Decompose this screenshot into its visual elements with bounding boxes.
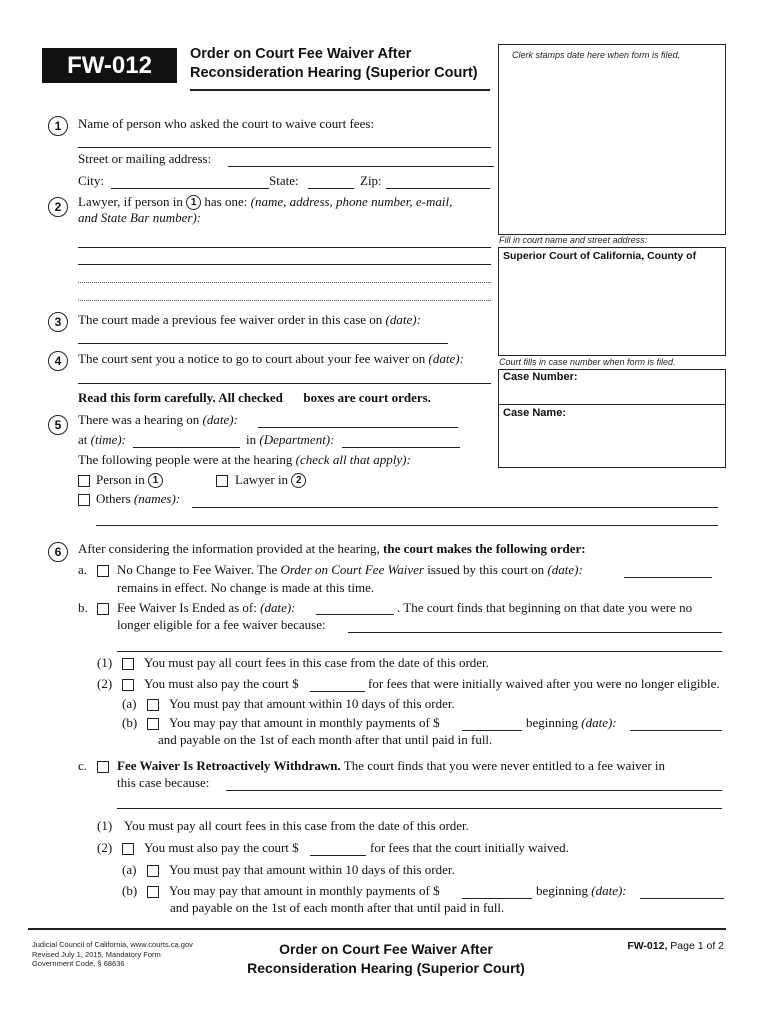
c2-text-a: You must also pay the court $ xyxy=(144,840,299,855)
lawyer-italic-b: and State Bar number): xyxy=(78,210,202,225)
order-intro xyxy=(78,541,586,557)
header-rule xyxy=(190,89,490,91)
previous-order-text xyxy=(78,312,421,328)
others-checkbox[interactable] xyxy=(78,494,90,506)
zip-label: Zip: xyxy=(360,173,382,188)
clerk-stamp-label: Clerk stamps date here when form is filed. xyxy=(512,50,681,60)
lawyer-present-label xyxy=(235,472,306,488)
no-change-checkbox[interactable] xyxy=(97,565,109,577)
no-change-date-field[interactable] xyxy=(624,577,712,578)
footer-rule xyxy=(28,928,726,930)
no-change-line2: remains in effect. No change is made at this time. xyxy=(117,580,375,595)
c2a-checkbox[interactable] xyxy=(147,865,159,877)
person-ref: 1 xyxy=(148,473,163,488)
b2-number: (2) xyxy=(97,676,113,691)
hearing-label: There was a hearing on xyxy=(78,412,200,427)
case-box xyxy=(498,369,726,468)
lawyer-line-1[interactable] xyxy=(78,247,491,248)
no-change-text xyxy=(117,562,583,578)
c2-number: (2) xyxy=(97,840,113,855)
section-6-number: 6 xyxy=(48,542,68,562)
court-name-box[interactable] xyxy=(498,247,726,356)
c2b-text3: and payable on the 1st of each month after that until paid in full. xyxy=(170,900,505,915)
c1-number: (1) xyxy=(97,818,113,833)
b2a-text: You must pay that amount within 10 days of this order. xyxy=(169,696,455,711)
b2-text-a: You must also pay the court $ xyxy=(144,676,299,691)
ended-date-field[interactable] xyxy=(316,614,394,615)
c2b-number: (b) xyxy=(122,883,138,898)
notice-part1: Read this form carefully. All checked xyxy=(78,390,283,405)
in-label: in xyxy=(246,432,257,447)
zip-field[interactable] xyxy=(386,188,490,189)
previous-order-date: (date): xyxy=(385,312,421,327)
order-c-letter: c. xyxy=(78,758,88,773)
b1-number: (1) xyxy=(97,655,113,670)
people-label: The following people were at the hearing xyxy=(78,452,293,467)
lawyer-in-text: Lawyer in xyxy=(235,472,289,487)
b1-checkbox[interactable] xyxy=(122,658,134,670)
footer-page xyxy=(600,940,724,952)
retroactive-reason-field-1[interactable] xyxy=(226,790,722,791)
court-caption: Fill in court name and street address: xyxy=(499,235,648,245)
lawyer-ref: 1 xyxy=(186,195,201,210)
name-field[interactable] xyxy=(78,147,491,148)
ended-reason-field-1[interactable] xyxy=(348,632,722,633)
case-number-label: Case Number: xyxy=(503,371,578,383)
c2b-begin xyxy=(536,883,627,899)
retroactive-text xyxy=(117,758,665,774)
ended-date: (date): xyxy=(260,600,296,615)
state-field[interactable] xyxy=(308,188,354,189)
previous-order-label: The court made a previous fee waiver order in this case on xyxy=(78,312,383,327)
section-1-number: 1 xyxy=(48,116,68,136)
court-heading: Superior Court of California, County of xyxy=(503,250,697,262)
b2a-number: (a) xyxy=(122,696,137,711)
order-intro-bold: the court makes the following order: xyxy=(383,541,586,556)
case-number-divider xyxy=(499,404,725,405)
lawyer-line-3[interactable] xyxy=(78,282,491,283)
form-id-badge: FW-012 xyxy=(42,48,177,83)
hearing-date-field[interactable] xyxy=(258,427,458,428)
order-a-letter: a. xyxy=(78,562,88,577)
dept-field[interactable] xyxy=(342,447,460,448)
b2b-begin xyxy=(526,715,617,731)
section-5-number: 5 xyxy=(48,415,68,435)
order-b-letter: b. xyxy=(78,600,88,615)
people-text xyxy=(78,452,411,468)
footer-left-1: Judicial Council of California, www.courts.ca.gov xyxy=(32,940,193,949)
lawyer-line-2[interactable] xyxy=(78,264,491,265)
retroactive-line2: this case because: xyxy=(117,775,210,790)
city-label: City: xyxy=(78,173,105,188)
c2-checkbox[interactable] xyxy=(122,843,134,855)
others-text: Others xyxy=(96,491,131,506)
notice-part2: boxes are court orders. xyxy=(303,390,431,405)
previous-order-date-field[interactable] xyxy=(78,343,448,344)
others-field-2[interactable] xyxy=(96,525,718,526)
b2b-checkbox[interactable] xyxy=(147,718,159,730)
b2b-text3: and payable on the 1st of each month after that until paid in full. xyxy=(158,732,493,747)
c2b-begin-date: (date): xyxy=(591,883,627,898)
c2b-text1: You may pay that amount in monthly payments of $ xyxy=(169,883,440,898)
hearing-dept-row xyxy=(246,432,334,448)
b2b-number: (b) xyxy=(122,715,138,730)
c2b-amount-field[interactable] xyxy=(462,898,532,899)
ended-text1: Fee Waiver Is Ended as of: xyxy=(117,600,257,615)
no-change-date: (date): xyxy=(547,562,583,577)
footer-left-2: Revised July 1, 2015, Mandatory Form xyxy=(32,949,161,959)
person-present-checkbox[interactable] xyxy=(78,475,90,487)
footer-left xyxy=(32,940,193,969)
lawyer-ref-present: 2 xyxy=(291,473,306,488)
section-4-number: 4 xyxy=(48,351,68,371)
lawyer-line-4[interactable] xyxy=(78,300,491,301)
form-title xyxy=(190,45,490,83)
b2b-text1: You may pay that amount in monthly payments of $ xyxy=(169,715,440,730)
notice-date-field[interactable] xyxy=(78,383,491,384)
hearing-time-row xyxy=(78,432,126,448)
footer-form-id: FW-012, xyxy=(627,940,668,952)
footer-title-2: Reconsideration Hearing (Superior Court) xyxy=(247,960,525,976)
people-italic: (check all that apply): xyxy=(295,452,411,467)
hearing-text xyxy=(78,412,238,428)
c2-amount-field[interactable] xyxy=(310,855,366,856)
b2b-amount-field[interactable] xyxy=(462,730,522,731)
ended-reason-field-2[interactable] xyxy=(117,651,722,652)
clerk-stamp-box xyxy=(498,44,726,235)
form-title-line2: Reconsideration Hearing (Superior Court) xyxy=(190,65,478,81)
lawyer-text-b: has one: xyxy=(204,194,248,209)
c2b-checkbox[interactable] xyxy=(147,886,159,898)
b1-text: You must pay all court fees in this case from the date of this order. xyxy=(144,655,489,670)
c1-text: You must pay all court fees in this case from the date of this order. xyxy=(124,818,469,833)
b2b-begin-text: beginning xyxy=(526,715,578,730)
footer-left-3: Government Code, § 68636 xyxy=(32,959,125,968)
ended-text xyxy=(117,600,296,616)
ended-line2: longer eligible for a fee waiver because: xyxy=(117,617,326,632)
c2b-date-field[interactable] xyxy=(640,898,724,899)
notice-date: (date): xyxy=(428,351,464,366)
notice-text xyxy=(78,351,464,367)
no-change-text2: issued by this court on xyxy=(427,562,545,577)
others-field-1[interactable] xyxy=(192,507,718,508)
fee-waiver-ended-checkbox[interactable] xyxy=(97,603,109,615)
lawyer-text-a: Lawyer, if person in xyxy=(78,194,183,209)
form-title-line1: Order on Court Fee Waiver After xyxy=(190,46,412,62)
others-italic: (names): xyxy=(133,491,181,506)
person-in-text: Person in xyxy=(96,472,145,487)
hearing-date: (date): xyxy=(202,412,238,427)
b2b-date-field[interactable] xyxy=(630,730,722,731)
retroactive-bold: Fee Waiver Is Retroactively Withdrawn. xyxy=(117,758,341,773)
no-change-italic: Order on Court Fee Waiver xyxy=(280,562,424,577)
dept-label: (Department): xyxy=(259,432,335,447)
b2-checkbox[interactable] xyxy=(122,679,134,691)
c2a-text: You must pay that amount within 10 days of this order. xyxy=(169,862,455,877)
c2b-begin-text: beginning xyxy=(536,883,588,898)
footer-title-1: Order on Court Fee Waiver After xyxy=(279,941,493,957)
b2a-checkbox[interactable] xyxy=(147,699,159,711)
name-label: Name of person who asked the court to waive court fees: xyxy=(78,116,375,131)
street-label: Street or mailing address: xyxy=(78,151,212,166)
retroactive-checkbox[interactable] xyxy=(97,761,109,773)
retroactive-body: The court finds that you were never entitled to a fee waiver in xyxy=(343,758,666,773)
section-2-number: 2 xyxy=(48,197,68,217)
ended-text2: . The court finds that beginning on that date you were no xyxy=(397,600,693,615)
footer-page-number: Page 1 of 2 xyxy=(670,940,724,952)
order-intro-text: After considering the information provided at the hearing, xyxy=(78,541,380,556)
b2-text-b: for fees that were initially waived after you were no longer eligible. xyxy=(368,676,720,691)
street-field[interactable] xyxy=(228,166,494,167)
c2a-number: (a) xyxy=(122,862,137,877)
lawyer-text xyxy=(78,194,498,226)
retroactive-reason-field-2[interactable] xyxy=(117,808,722,809)
state-label: State: xyxy=(269,173,299,188)
lawyer-italic-a: (name, address, phone number, e-mail, xyxy=(250,194,453,209)
c2-text-b: for fees that the court initially waived. xyxy=(370,840,569,855)
at-label: at xyxy=(78,432,88,447)
notice-label: The court sent you a notice to go to court about your fee waiver on xyxy=(78,351,426,366)
time-field[interactable] xyxy=(133,447,240,448)
city-field[interactable] xyxy=(111,188,269,189)
section-3-number: 3 xyxy=(48,312,68,332)
others-label xyxy=(96,491,180,507)
person-present-label xyxy=(96,472,163,488)
b2-amount-field[interactable] xyxy=(310,691,365,692)
lawyer-present-checkbox[interactable] xyxy=(216,475,228,487)
time-label: (time): xyxy=(90,432,127,447)
case-caption: Court fills in case number when form is filed. xyxy=(499,357,676,367)
no-change-text1: No Change to Fee Waiver. The xyxy=(117,562,278,577)
footer-title xyxy=(208,940,564,978)
case-name-label: Case Name: xyxy=(503,407,566,419)
checked-boxes-notice xyxy=(78,390,431,406)
b2b-begin-date: (date): xyxy=(581,715,617,730)
